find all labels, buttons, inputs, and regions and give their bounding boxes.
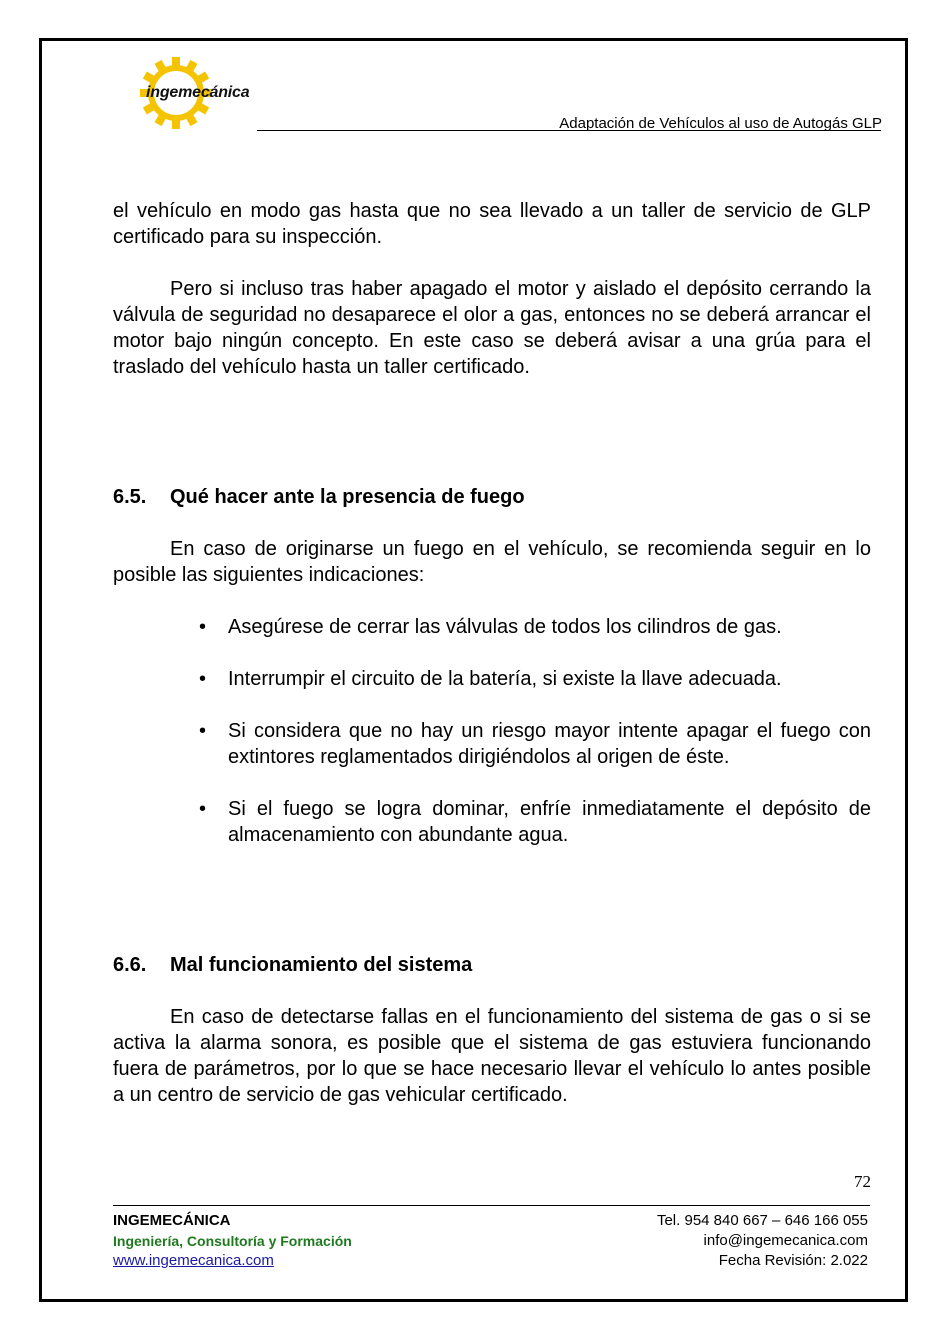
section-heading-malfunction	[113, 952, 871, 978]
fire-instructions-list	[113, 614, 871, 848]
section-title: Mal funcionamiento del sistema	[170, 954, 473, 976]
footer-contact-block	[657, 1211, 868, 1271]
bullet-icon: •	[199, 616, 207, 638]
footer-email: info@ingemecanica.com	[703, 1232, 868, 1249]
section-number: 6.5.	[113, 486, 147, 508]
list-item: • Asegúrese de cerrar las válvulas de todos los cilindros de gas.	[199, 616, 782, 638]
footer-divider	[113, 1205, 870, 1206]
footer-revision: Fecha Revisión: 2.022	[718, 1252, 868, 1269]
list-item: • Si considera que no hay un riesgo mayor intente apagar el fuego con extintores reglamentados dirigiéndolos al origen de éste.	[199, 720, 871, 768]
footer-company-block	[113, 1211, 352, 1271]
list-item: • Si el fuego se logra dominar, enfríe inmediatamente el depósito de almacenamiento con abundante agua.	[199, 798, 871, 846]
footer-website-link[interactable]: www.ingemecanica.com	[113, 1252, 274, 1269]
header-divider	[257, 130, 881, 131]
page-content	[113, 198, 871, 1108]
section-title: Qué hacer ante la presencia de fuego	[170, 486, 525, 508]
paragraph-malfunction: En caso de detectarse fallas en el funcionamiento del sistema de gas o si se activa la alarma sonora, es posible que el sistema de gas estuviera funcionando fuera de parámetros, por lo que se hace necesario llevar el vehículo lo antes posible a un centro de servicio de gas vehicular certificado.	[113, 1006, 871, 1106]
bullet-icon: •	[199, 720, 207, 742]
paragraph-continuation: el vehículo en modo gas hasta que no sea llevado a un taller de servicio de GLP certificado para su inspección.	[113, 200, 871, 248]
header-title: Adaptación de Vehículos al uso de Autogás GLP	[559, 115, 882, 132]
section-heading-fire	[113, 484, 871, 510]
bullet-icon: •	[199, 668, 207, 690]
footer-company-name: INGEMECÁNICA	[113, 1212, 231, 1229]
footer-phone: Tel. 954 840 667 – 646 166 055	[656, 1212, 868, 1229]
list-item: • Interrumpir el circuito de la batería, si existe la llave adecuada.	[199, 668, 782, 690]
section-number: 6.6.	[113, 954, 147, 976]
footer-tagline: Ingeniería, Consultoría y Formación	[113, 1233, 352, 1249]
logo-text: ingemecánica	[146, 84, 250, 101]
bullet-icon: •	[199, 798, 207, 820]
paragraph-fire-intro: En caso de originarse un fuego en el vehículo, se recomienda seguir en lo posible las siguientes indicaciones:	[113, 538, 871, 586]
page-number: 72	[854, 1172, 871, 1191]
paragraph-gas-smell: Pero si incluso tras haber apagado el motor y aislado el depósito cerrando la válvula de seguridad no desaparece el olor a gas, entonces no se deberá arrancar el motor bajo ningún concepto. En este caso se deberá avisar a una grúa para el traslado del vehículo hasta un taller certificado.	[113, 278, 871, 378]
